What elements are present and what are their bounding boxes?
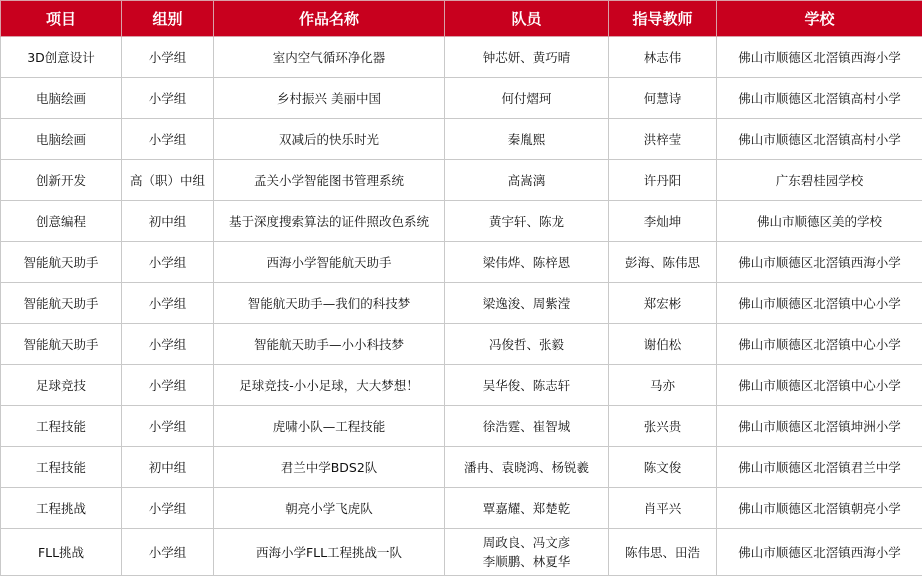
cell-project: 智能航天助手: [1, 242, 122, 283]
cell-work-title: 西海小学FLL工程挑战一队: [214, 529, 445, 576]
cell-teacher: 肖平兴: [609, 488, 717, 529]
header-school: 学校: [717, 1, 922, 37]
table-row: [1, 529, 922, 576]
cell-group: 小学组: [122, 365, 214, 406]
cell-work-title: 足球竞技-小小足球，大大梦想！: [214, 365, 445, 406]
cell-teacher: 彭海、陈伟思: [609, 242, 717, 283]
cell-school: 佛山市顺德区北滘镇中心小学: [717, 365, 922, 406]
table-header: [1, 1, 922, 37]
table-row: [1, 119, 922, 160]
cell-group: 小学组: [122, 529, 214, 576]
cell-work-title: 乡村振兴 美丽中国: [214, 78, 445, 119]
cell-school: 佛山市顺德区北滘镇中心小学: [717, 324, 922, 365]
cell-school: 佛山市顺德区北滘镇君兰中学: [717, 447, 922, 488]
header-project: 项目: [1, 1, 122, 37]
cell-members: 高嵩漓: [445, 160, 609, 201]
cell-work-title: 孟关小学智能图书管理系统: [214, 160, 445, 201]
cell-school: 佛山市顺德区北滘镇高村小学: [717, 78, 922, 119]
cell-teacher: 洪梓莹: [609, 119, 717, 160]
cell-members: 黄宇轩、陈龙: [445, 201, 609, 242]
cell-teacher: 张兴贵: [609, 406, 717, 447]
cell-project: 创新开发: [1, 160, 122, 201]
cell-project: 电脑绘画: [1, 78, 122, 119]
cell-teacher: 陈文俊: [609, 447, 717, 488]
header-teacher: 指导教师: [609, 1, 717, 37]
cell-teacher: 许丹阳: [609, 160, 717, 201]
table-row: [1, 447, 922, 488]
cell-teacher: 林志伟: [609, 37, 717, 78]
cell-school: 佛山市顺德区北滘镇西海小学: [717, 242, 922, 283]
cell-project: 工程挑战: [1, 488, 122, 529]
member-line: 李顺鹏、林夏华: [482, 554, 571, 569]
cell-teacher: 陈伟思、田浩: [609, 529, 717, 576]
cell-group: 小学组: [122, 242, 214, 283]
cell-work-title: 室内空气循环净化器: [214, 37, 445, 78]
cell-work-title: 基于深度搜索算法的证件照改色系统: [214, 201, 445, 242]
table-row: [1, 201, 922, 242]
cell-group: 小学组: [122, 488, 214, 529]
cell-project: 智能航天助手: [1, 283, 122, 324]
table-row: [1, 242, 922, 283]
cell-group: 小学组: [122, 283, 214, 324]
table-row: [1, 406, 922, 447]
cell-group: 小学组: [122, 406, 214, 447]
cell-project: 工程技能: [1, 406, 122, 447]
cell-project: 电脑绘画: [1, 119, 122, 160]
cell-teacher: 李灿坤: [609, 201, 717, 242]
table-row: [1, 283, 922, 324]
header-row: [1, 1, 922, 37]
cell-teacher: 谢伯松: [609, 324, 717, 365]
cell-work-title: 智能航天助手—小小科技梦: [214, 324, 445, 365]
cell-project: 工程技能: [1, 447, 122, 488]
cell-members: 覃嘉耀、郑楚乾: [445, 488, 609, 529]
cell-work-title: 双减后的快乐时光: [214, 119, 445, 160]
cell-members: 吴华俊、陈志轩: [445, 365, 609, 406]
cell-members: 何付熠珂: [445, 78, 609, 119]
table-row: [1, 488, 922, 529]
cell-work-title: 朝亮小学飞虎队: [214, 488, 445, 529]
cell-school: 佛山市顺德区北滘镇坤洲小学: [717, 406, 922, 447]
cell-group: 高（职）中组: [122, 160, 214, 201]
cell-members: 梁逸浚、周紫滢: [445, 283, 609, 324]
cell-members: [445, 529, 609, 576]
cell-group: 初中组: [122, 447, 214, 488]
cell-work-title: 虎啸小队—工程技能: [214, 406, 445, 447]
cell-group: 小学组: [122, 37, 214, 78]
table-row: [1, 37, 922, 78]
cell-work-title: 君兰中学BDS2队: [214, 447, 445, 488]
cell-members: 钟芯妍、黄巧晴: [445, 37, 609, 78]
cell-project: 智能航天助手: [1, 324, 122, 365]
header-members: 队员: [445, 1, 609, 37]
cell-group: 小学组: [122, 78, 214, 119]
header-work-title: 作品名称: [214, 1, 445, 37]
table-row: [1, 160, 922, 201]
cell-school: 广东碧桂园学校: [717, 160, 922, 201]
cell-group: 初中组: [122, 201, 214, 242]
cell-school: 佛山市顺德区北滘镇朝亮小学: [717, 488, 922, 529]
cell-school: 佛山市顺德区北滘镇西海小学: [717, 37, 922, 78]
table-row: [1, 78, 922, 119]
member-line: 周政良、冯文彦: [482, 535, 571, 550]
cell-project: 足球竞技: [1, 365, 122, 406]
cell-school: 佛山市顺德区北滘镇中心小学: [717, 283, 922, 324]
cell-teacher: 马亦: [609, 365, 717, 406]
cell-school: 佛山市顺德区美的学校: [717, 201, 922, 242]
cell-work-title: 智能航天助手—我们的科技梦: [214, 283, 445, 324]
cell-members: 徐浩霆、崔智城: [445, 406, 609, 447]
cell-members: 梁伟烨、陈梓恩: [445, 242, 609, 283]
cell-project: 创意编程: [1, 201, 122, 242]
cell-members: 秦胤熙: [445, 119, 609, 160]
cell-group: 小学组: [122, 324, 214, 365]
table-body: [1, 37, 922, 576]
cell-school: 佛山市顺德区北滘镇西海小学: [717, 529, 922, 576]
cell-members: 潘冉、袁晓鸿、杨锐羲: [445, 447, 609, 488]
cell-project: 3D创意设计: [1, 37, 122, 78]
cell-work-title: 西海小学智能航天助手: [214, 242, 445, 283]
cell-members: 冯俊哲、张毅: [445, 324, 609, 365]
cell-teacher: 郑宏彬: [609, 283, 717, 324]
cell-project: FLL挑战: [1, 529, 122, 576]
cell-teacher: 何慧诗: [609, 78, 717, 119]
table-row: [1, 365, 922, 406]
cell-school: 佛山市顺德区北滘镇高村小学: [717, 119, 922, 160]
cell-group: 小学组: [122, 119, 214, 160]
table-row: [1, 324, 922, 365]
header-group: 组别: [122, 1, 214, 37]
